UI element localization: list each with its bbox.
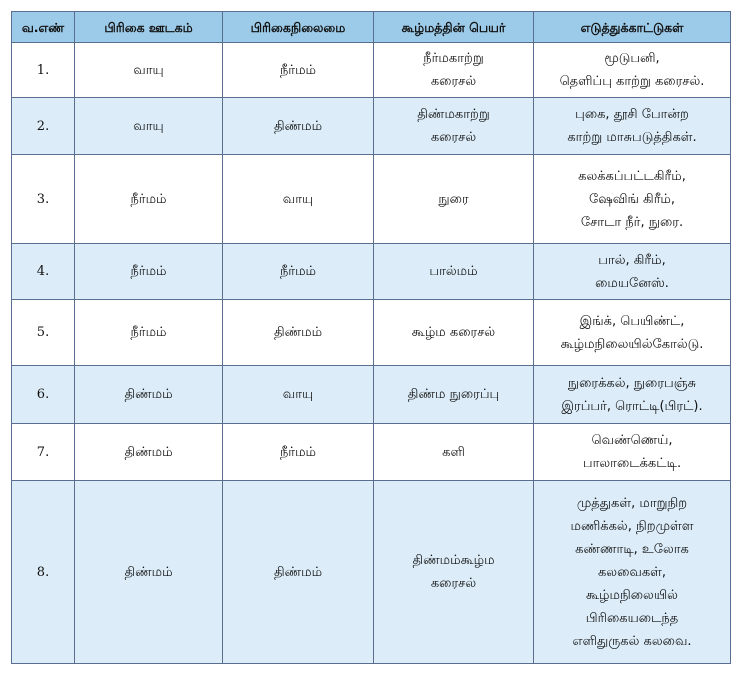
example-line: பிரிகையடைந்த (585, 610, 679, 626)
example-line: காற்று மாசுபடுத்திகள். (567, 130, 697, 145)
cell-colloid-name (374, 244, 534, 300)
cell-examples (534, 155, 731, 244)
cell-colloid-name (374, 366, 534, 424)
example-line: எளிதுருகல் கலவை. (572, 633, 692, 649)
example-line: மூடுபனி, (604, 51, 660, 66)
example-line: தெளிப்பு காற்று கரைசல். (559, 74, 705, 89)
cell-examples (534, 98, 731, 155)
cell-sno: 6. (12, 366, 75, 424)
colloid-name-line: கரைசல் (430, 74, 477, 89)
cell-dispersed-medium: நீர்மம் (75, 300, 223, 366)
colloid-name-line: கரைசல் (430, 576, 477, 591)
table-row (12, 366, 731, 424)
cell-examples (534, 43, 731, 98)
cell-dispersed-phase: வாயு (223, 366, 374, 424)
example-line: இரப்பர், ரொட்டி(பிரட்). (561, 398, 703, 414)
cell-sno: 8. (12, 481, 75, 664)
cell-examples (534, 481, 731, 664)
cell-examples (534, 300, 731, 366)
colloid-name-line: நுரை (438, 191, 469, 207)
header-row (12, 12, 731, 43)
header-dispersed-phase: பிரிகைநிலைமை (223, 12, 374, 43)
cell-dispersed-medium: திண்மம் (75, 481, 223, 664)
table-row (12, 300, 731, 366)
cell-colloid-name (374, 300, 534, 366)
example-line: புகை, தூசி போன்ற (575, 107, 689, 122)
colloid-name-line: கரைசல் (430, 130, 477, 145)
cell-dispersed-phase: திண்மம் (223, 481, 374, 664)
cell-dispersed-medium: வாயு (75, 43, 223, 98)
cell-dispersed-medium: நீர்மம் (75, 155, 223, 244)
colloid-name-line: பால்மம் (429, 264, 478, 279)
cell-dispersed-phase: திண்மம் (223, 98, 374, 155)
example-line: பாலாடைக்கட்டி. (582, 456, 682, 471)
cell-sno: 4. (12, 244, 75, 300)
cell-dispersed-medium: திண்மம் (75, 424, 223, 481)
cell-dispersed-phase: திண்மம் (223, 300, 374, 366)
cell-colloid-name (374, 481, 534, 664)
cell-sno: 1. (12, 43, 75, 98)
example-line: மணிக்கல், நிறமுள்ள (570, 518, 694, 534)
cell-dispersed-phase: நீர்மம் (223, 43, 374, 98)
cell-dispersed-medium: நீர்மம் (75, 244, 223, 300)
cell-sno: 5. (12, 300, 75, 366)
cell-dispersed-medium: வாயு (75, 98, 223, 155)
cell-dispersed-medium: திண்மம் (75, 366, 223, 424)
example-line: கூழ்மநிலையில் (586, 587, 678, 603)
table-row (12, 43, 731, 98)
table-row (12, 155, 731, 244)
colloid-name-line: நீர்மகாற்று (423, 51, 484, 66)
cell-colloid-name (374, 155, 534, 244)
colloid-types-table (11, 11, 731, 664)
example-line: கண்ணாடி, உலோக (575, 541, 689, 557)
example-line: பால், கிரீம், (598, 252, 666, 268)
header-examples: எடுத்துக்காட்டுகள் (534, 12, 731, 43)
example-line: இங்க், பெயிண்ட், (579, 313, 685, 329)
header-colloid-name: கூழ்மத்தின் பெயர் (374, 12, 534, 43)
cell-examples (534, 424, 731, 481)
colloid-name-line: திண்மம்கூழ்ம (412, 553, 495, 568)
example-line: முத்துகள், மாறுநிற (576, 495, 688, 511)
cell-colloid-name (374, 424, 534, 481)
cell-examples (534, 244, 731, 300)
cell-sno: 2. (12, 98, 75, 155)
example-line: மையனேஸ். (595, 275, 669, 291)
example-line: கூழ்மநிலையில்கோல்டு. (560, 336, 704, 352)
header-sno: வ.எண் (12, 12, 75, 43)
table-body (12, 43, 731, 664)
colloid-name-line: களி (442, 444, 465, 460)
header-dispersed-medium: பிரிகை ஊடகம் (75, 12, 223, 43)
example-line: வெண்ணெய், (591, 433, 673, 448)
example-line: நுரைக்கல், நுரைபஞ்சு (567, 375, 697, 391)
table-row (12, 98, 731, 155)
table-row (12, 481, 731, 664)
cell-sno: 7. (12, 424, 75, 481)
cell-colloid-name (374, 98, 534, 155)
colloid-name-line: கூழ்ம கரைசல் (411, 325, 496, 340)
example-line: ஷேவிங் கிரீம், (588, 191, 676, 207)
example-line: கலக்கப்பட்டகிரீம், (578, 168, 686, 184)
cell-sno: 3. (12, 155, 75, 244)
cell-examples (534, 366, 731, 424)
cell-dispersed-phase: வாயு (223, 155, 374, 244)
example-line: சோடா நீர், நுரை. (580, 214, 684, 230)
example-line: கலவைகள், (597, 564, 667, 580)
colloid-name-line: திண்மகாற்று (417, 107, 490, 122)
colloid-name-line: திண்ம நுரைப்பு (407, 387, 500, 402)
cell-dispersed-phase: நீர்மம் (223, 424, 374, 481)
table-row (12, 424, 731, 481)
table-row (12, 244, 731, 300)
table-header (12, 12, 731, 43)
cell-dispersed-phase: நீர்மம் (223, 244, 374, 300)
cell-colloid-name (374, 43, 534, 98)
